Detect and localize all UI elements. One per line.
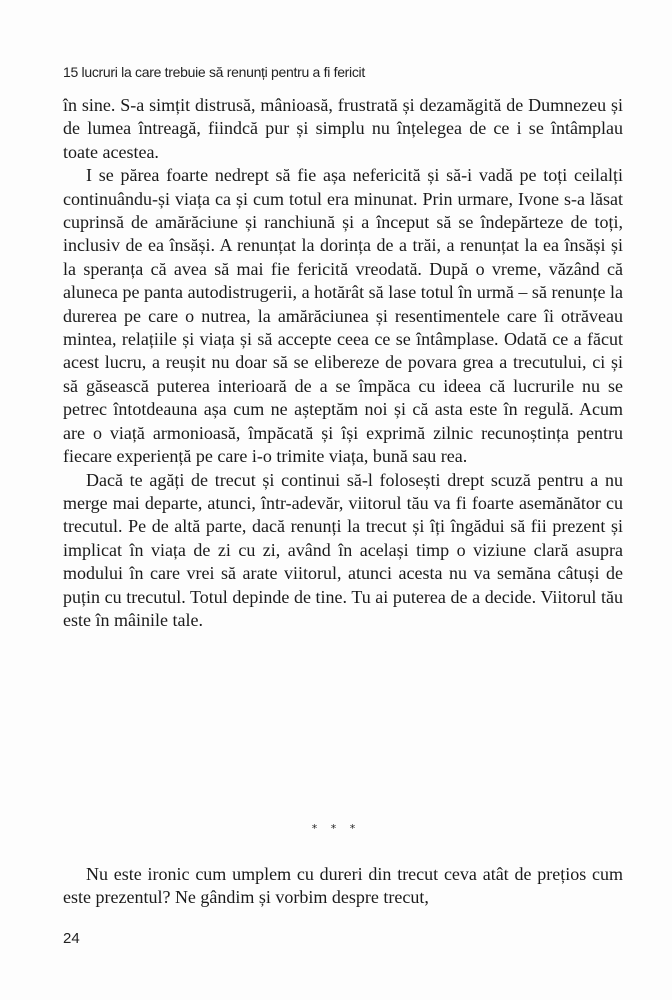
closing-text-block: [63, 863, 623, 910]
main-text-block: [63, 94, 623, 632]
paragraph-ivone-story: I se părea foarte nedrept să fie așa nefericită și să-i vadă pe toți ceilalți continuându-și viața ca și cum totul era minunat. Prin urmare, Ivone s-a lăsat cuprinsă de amărăciune și ranchiună și a început să se îndepărteze de toți, inclusiv de ea însăși. A renunțat la dorința de a trăi, a renunțat la ea însăși și la speranța că avea să mai fie fericită vreodată. După o vreme, văzând că aluneca pe panta autodistrugerii, a hotărât să lase totul în urmă – să renunțe la durerea pe care o nutrea, la amărăciunea și resentimentele care îi otrăveau mintea, relațiile și viața și să accepte ceea ce se întâmplase. Odată ce a făcut acest lucru, a reușit nu doar să se elibereze de povara grea a trecutului, ci și să găsească puterea interioară de a se împăca cu ideea că lucrurile nu se petrec întotdeauna așa cum ne așteptăm noi și că asta este în regulă. Acum are o viață armonioasă, împăcată și își exprimă zilnic recunoștința pentru fiecare experiență pe care i-o trimite viața, bună sau rea.: [63, 165, 623, 467]
paragraph-past-and-future: Dacă te agăți de trecut și continui să-l folosești drept scuză pentru a nu merge mai departe, atunci, într-adevăr, viitorul tău va fi foarte asemănător cu trecutul. Pe de altă parte, dacă renunți la trecut și îți îngădui să fii prezent și implicat în viața de zi cu zi, având în același timp o viziune clară asupra modului în care vrei să arate viitorul, atunci acesta nu va semăna câtuși de puțin cu trecutul. Totul depinde de tine. Tu ai puterea de a decide. Viitorul tău este în mâinile tale.: [63, 469, 623, 630]
paragraph-continuation: în sine. S-a simțit distrusă, mânioasă, frustrată și dezamăgită de Dumnezeu și de lumea întreagă, fiindcă pur și simplu nu înțelegea de ce i se întâmplau toate acestea.: [63, 95, 623, 162]
section-divider: * * *: [311, 822, 361, 835]
paragraph-irony: Nu este ironic cum umplem cu dureri din trecut ceva atât de prețios cum este prezentul? Ne gândim și vorbim despre trecut,: [63, 864, 623, 908]
page-number: 24: [63, 930, 80, 947]
running-header: 15 lucruri la care trebuie să renunți pentru a fi fericit: [63, 64, 365, 80]
